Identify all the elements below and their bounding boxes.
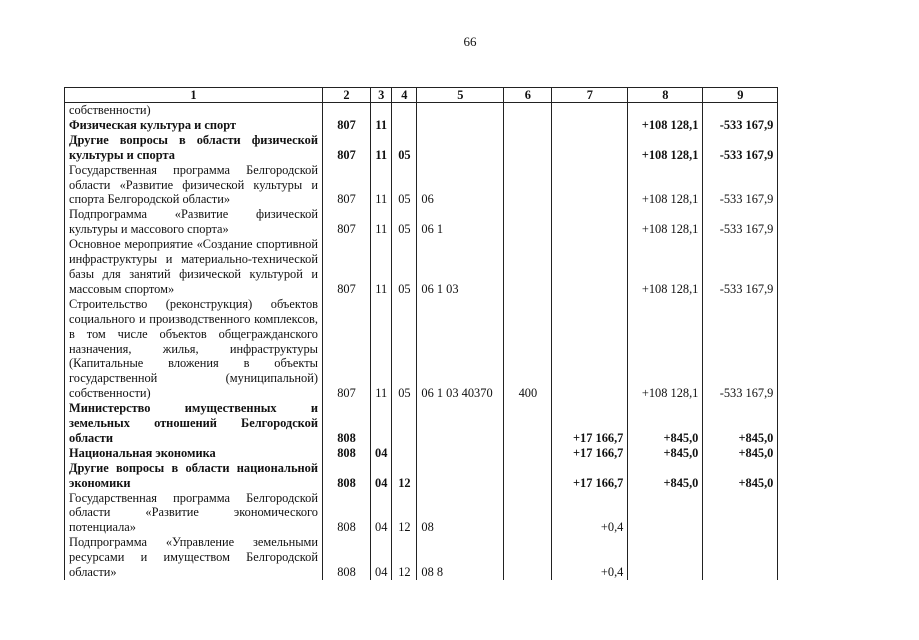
cell-col-9: +845,0 [703, 461, 778, 491]
page-number: 66 [463, 34, 477, 49]
row-name-cell: собственности) [65, 103, 323, 118]
cell-col-3: 04 [371, 535, 392, 580]
cell-col-4 [392, 103, 417, 118]
cell-col-7 [552, 207, 628, 237]
cell-col-2: 807 [323, 118, 371, 133]
cell-col-3: 11 [371, 118, 392, 133]
cell-col-9: -533 167,9 [703, 207, 778, 237]
cell-col-9: +845,0 [703, 446, 778, 461]
table-row [65, 103, 778, 118]
cell-col-6 [504, 446, 552, 461]
cell-col-4 [392, 118, 417, 133]
table-row [65, 297, 778, 401]
cell-col-4: 05 [392, 133, 417, 163]
cell-col-6 [504, 461, 552, 491]
row-name-cell: Государственная программа Белгородской области «Развитие экономического потенциала» [65, 491, 323, 536]
cell-col-3: 04 [371, 461, 392, 491]
row-name-cell: Подпрограмма «Управление земельными ресурсами и имуществом Белгородской области» [65, 535, 323, 580]
column-header: 7 [552, 88, 628, 103]
table-row [65, 163, 778, 208]
cell-col-2: 807 [323, 297, 371, 401]
cell-col-8 [628, 491, 703, 536]
cell-col-5 [417, 446, 504, 461]
cell-col-6 [504, 237, 552, 297]
cell-col-3: 11 [371, 163, 392, 208]
cell-col-6 [504, 535, 552, 580]
cell-col-5 [417, 103, 504, 118]
cell-col-5 [417, 401, 504, 446]
table-row [65, 237, 778, 297]
cell-col-3: 11 [371, 237, 392, 297]
cell-col-9 [703, 491, 778, 536]
cell-col-8: +108 128,1 [628, 237, 703, 297]
cell-col-3 [371, 103, 392, 118]
cell-col-8: +108 128,1 [628, 207, 703, 237]
cell-col-2 [323, 103, 371, 118]
cell-col-5: 06 1 [417, 207, 504, 237]
column-header: 5 [417, 88, 504, 103]
cell-col-7 [552, 163, 628, 208]
cell-col-7: +17 166,7 [552, 446, 628, 461]
cell-col-6 [504, 103, 552, 118]
cell-col-7: +0,4 [552, 491, 628, 536]
cell-col-5 [417, 133, 504, 163]
column-header: 6 [504, 88, 552, 103]
table-row [65, 401, 778, 446]
table-row [65, 118, 778, 133]
cell-col-6 [504, 491, 552, 536]
column-header: 4 [392, 88, 417, 103]
cell-col-6 [504, 207, 552, 237]
cell-col-4: 05 [392, 207, 417, 237]
row-name-cell: Национальная экономика [65, 446, 323, 461]
cell-col-7: +0,4 [552, 535, 628, 580]
cell-col-3: 04 [371, 446, 392, 461]
cell-col-7: +17 166,7 [552, 401, 628, 446]
table-row [65, 207, 778, 237]
cell-col-9: -533 167,9 [703, 118, 778, 133]
cell-col-6: 400 [504, 297, 552, 401]
column-header: 8 [628, 88, 703, 103]
cell-col-5: 08 [417, 491, 504, 536]
cell-col-6 [504, 118, 552, 133]
cell-col-3: 11 [371, 297, 392, 401]
table-row [65, 535, 778, 580]
column-header: 1 [65, 88, 323, 103]
table-row [65, 461, 778, 491]
cell-col-3: 04 [371, 491, 392, 536]
cell-col-8 [628, 103, 703, 118]
cell-col-9: -533 167,9 [703, 163, 778, 208]
cell-col-6 [504, 401, 552, 446]
row-name-cell: Государственная программа Белгородской области «Развитие физической культуры и спорта Белгородской области» [65, 163, 323, 208]
cell-col-8 [628, 535, 703, 580]
cell-col-4: 12 [392, 491, 417, 536]
cell-col-7 [552, 118, 628, 133]
cell-col-8: +845,0 [628, 446, 703, 461]
cell-col-3 [371, 401, 392, 446]
cell-col-2: 808 [323, 535, 371, 580]
row-name-cell: Подпрограмма «Развитие физической культуры и массового спорта» [65, 207, 323, 237]
cell-col-6 [504, 163, 552, 208]
cell-col-9: +845,0 [703, 401, 778, 446]
cell-col-2: 807 [323, 237, 371, 297]
cell-col-7 [552, 237, 628, 297]
row-name-cell: Другие вопросы в области национальной экономики [65, 461, 323, 491]
cell-col-3: 11 [371, 133, 392, 163]
cell-col-5: 06 1 03 [417, 237, 504, 297]
cell-col-9 [703, 535, 778, 580]
cell-col-8: +108 128,1 [628, 118, 703, 133]
cell-col-2: 807 [323, 133, 371, 163]
cell-col-4 [392, 446, 417, 461]
row-name-cell: Строительство (реконструкция) объектов социального и производственного комплексов, в том числе объектов общегражданского назначения, жилья, инфраструктуры (Капитальные вложения в объекты государственной (муниципальной) собственности) [65, 297, 323, 401]
cell-col-7 [552, 297, 628, 401]
cell-col-2: 808 [323, 401, 371, 446]
row-name-cell: Физическая культура и спорт [65, 118, 323, 133]
cell-col-2: 808 [323, 446, 371, 461]
cell-col-4: 05 [392, 163, 417, 208]
cell-col-2: 807 [323, 207, 371, 237]
budget-table [64, 87, 778, 580]
cell-col-5: 06 [417, 163, 504, 208]
cell-col-7 [552, 103, 628, 118]
cell-col-3: 11 [371, 207, 392, 237]
cell-col-8: +845,0 [628, 461, 703, 491]
table-row [65, 133, 778, 163]
cell-col-2: 807 [323, 163, 371, 208]
cell-col-9 [703, 103, 778, 118]
cell-col-9: -533 167,9 [703, 297, 778, 401]
cell-col-7 [552, 133, 628, 163]
cell-col-8: +845,0 [628, 401, 703, 446]
cell-col-7: +17 166,7 [552, 461, 628, 491]
column-header: 9 [703, 88, 778, 103]
table-header-row [65, 88, 778, 103]
table-row [65, 491, 778, 536]
column-header: 3 [371, 88, 392, 103]
cell-col-4: 12 [392, 461, 417, 491]
cell-col-5 [417, 118, 504, 133]
column-header: 2 [323, 88, 371, 103]
table-row [65, 446, 778, 461]
cell-col-8: +108 128,1 [628, 297, 703, 401]
cell-col-2: 808 [323, 491, 371, 536]
cell-col-8: +108 128,1 [628, 133, 703, 163]
cell-col-5: 08 8 [417, 535, 504, 580]
cell-col-6 [504, 133, 552, 163]
row-name-cell: Другие вопросы в области физической культуры и спорта [65, 133, 323, 163]
cell-col-9: -533 167,9 [703, 237, 778, 297]
cell-col-5: 06 1 03 40370 [417, 297, 504, 401]
cell-col-2: 808 [323, 461, 371, 491]
row-name-cell: Основное мероприятие «Создание спортивной инфраструктуры и материально-технической базы для занятий физической культурой и массовым спортом» [65, 237, 323, 297]
cell-col-4 [392, 401, 417, 446]
row-name-cell: Министерство имущественных и земельных отношений Белгородской области [65, 401, 323, 446]
cell-col-5 [417, 461, 504, 491]
cell-col-4: 05 [392, 297, 417, 401]
cell-col-8: +108 128,1 [628, 163, 703, 208]
cell-col-4: 05 [392, 237, 417, 297]
cell-col-9: -533 167,9 [703, 133, 778, 163]
cell-col-4: 12 [392, 535, 417, 580]
